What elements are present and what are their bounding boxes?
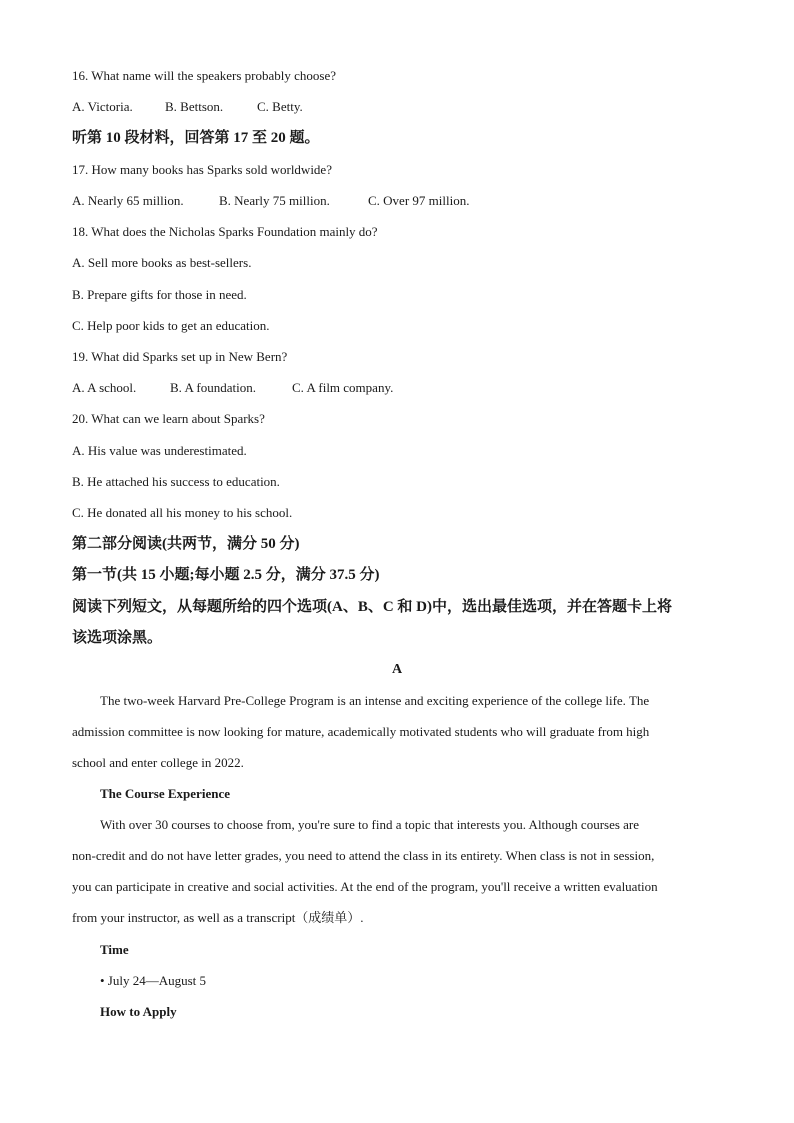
q19-options [72,380,393,396]
q17-option-a: A. Nearly 65 million. [72,193,184,208]
time-heading: Time [100,942,129,957]
instructions-line-2: 该选项涂黑。 [72,630,163,646]
q18-option-c: C. Help poor kids to get an education. [72,318,270,333]
q17-options [72,193,469,209]
intro-line-1: The two-week Harvard Pre-College Program is an intense and exciting experience of the college life. The [100,693,650,708]
q18-option-a: A. Sell more books as best-sellers. [72,255,252,270]
q18-question: 18. What does the Nicholas Sparks Foundation mainly do? [72,224,378,239]
course-line-2: non-credit and do not have letter grades, you need to attend the class in its entirety. When class is not in session, [72,848,655,863]
q17-question: 17. How many books has Sparks sold worldwide? [72,162,332,177]
q19-option-c: C. A film company. [292,380,394,395]
section-10-heading: 听第 10 段材料，回答第 17 至 20 题。 [72,130,320,146]
q18-option-b: B. Prepare gifts for those in need. [72,287,247,302]
q16-question: 16. What name will the speakers probably choose? [72,68,337,83]
part-2-heading: 第二部分阅读(共两节，满分 50 分) [72,536,300,552]
apply-heading: How to Apply [100,1004,177,1019]
q20-question: 20. What can we learn about Sparks? [72,411,265,426]
q19-option-a: A. A school. [72,380,137,395]
course-line-4: from your instructor, as well as a transcript（成绩单）. [72,910,364,925]
q16-options [72,99,303,115]
q19-question: 19. What did Sparks set up in New Bern? [72,349,288,364]
course-heading: The Course Experience [100,786,230,801]
q17-option-b: B. Nearly 75 million. [219,193,330,208]
time-item: • July 24—August 5 [100,973,207,988]
q16-option-a: A. Victoria. [72,99,133,114]
course-line-1: With over 30 courses to choose from, you're sure to find a topic that interests you. Although courses are [100,817,640,832]
passage-label: A [391,662,403,677]
intro-line-2: admission committee is now looking for mature, academically motivated students who will graduate from high [72,724,650,739]
q16-option-b: B. Bettson. [165,99,224,114]
course-line-3: you can participate in creative and social activities. At the end of the program, you'll receive a written evaluation [72,879,658,894]
section-1-heading: 第一节(共 15 小题;每小题 2.5 分，满分 37.5 分) [72,567,380,583]
intro-line-3: school and enter college in 2022. [72,755,244,770]
q16-option-c: C. Betty. [257,99,303,114]
instructions-line-1: 阅读下列短文，从每题所给的四个选项(A、B、C 和 D)中，选出最佳选项，并在答题卡上将 [72,599,672,615]
q20-option-b: B. He attached his success to education. [72,474,280,489]
q17-option-c: C. Over 97 million. [368,193,470,208]
q20-option-c: C. He donated all his money to his school. [72,505,293,520]
q19-option-b: B. A foundation. [170,380,256,395]
q20-option-a: A. His value was underestimated. [72,443,247,458]
